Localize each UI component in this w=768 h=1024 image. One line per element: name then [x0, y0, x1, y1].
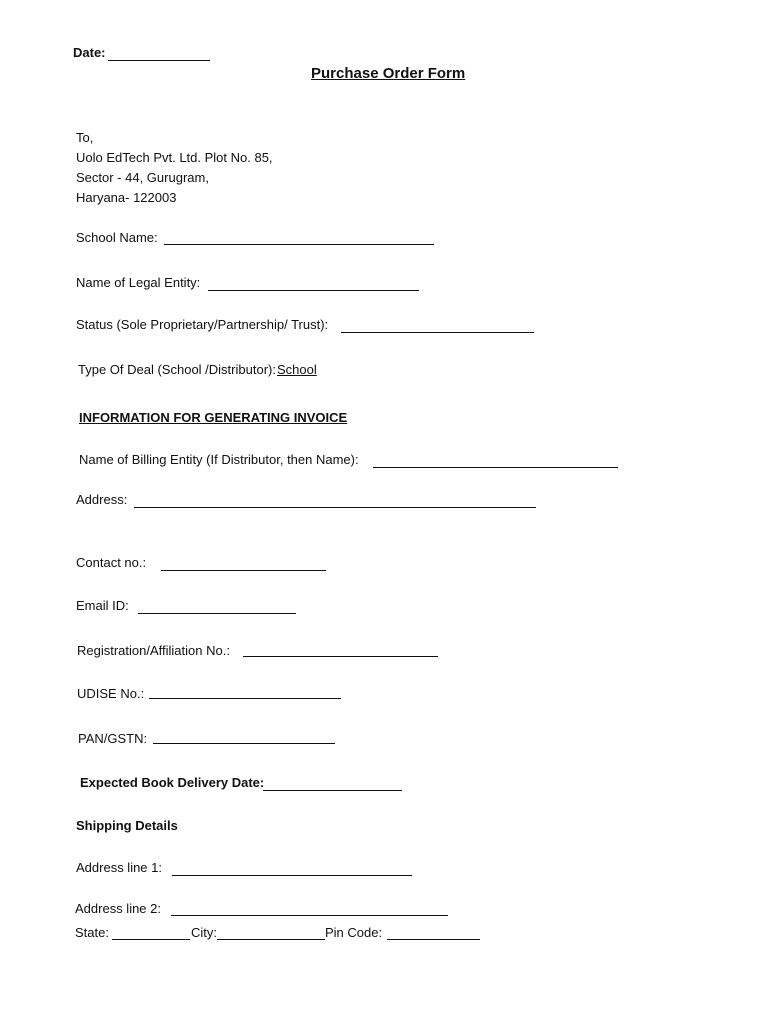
- status-input-line[interactable]: [341, 332, 534, 333]
- registration-input-line[interactable]: [243, 656, 438, 657]
- email-input-line[interactable]: [138, 613, 296, 614]
- invoice-section-heading: INFORMATION FOR GENERATING INVOICE: [79, 410, 348, 425]
- delivery-date-label: Expected Book Delivery Date:: [80, 775, 265, 790]
- legal-entity-label: Name of Legal Entity:: [76, 275, 201, 290]
- address-input-line[interactable]: [134, 507, 536, 508]
- status-label: Status (Sole Proprietary/Partnership/ Trust):: [76, 317, 329, 332]
- recipient-line-2: Sector - 44, Gurugram,: [76, 170, 209, 185]
- delivery-date-input-line[interactable]: [263, 790, 402, 791]
- school-name-label: School Name:: [76, 230, 158, 245]
- form-title: Purchase Order Form: [311, 65, 466, 82]
- pin-code-input-line[interactable]: [387, 939, 480, 940]
- city-input-line[interactable]: [217, 939, 325, 940]
- state-input-line[interactable]: [112, 939, 190, 940]
- recipient-line-3: Haryana- 122003: [76, 190, 177, 205]
- date-label: Date:: [73, 45, 106, 60]
- registration-label: Registration/Affiliation No.:: [77, 643, 230, 658]
- state-label: State:: [75, 925, 109, 940]
- address-line-1-label: Address line 1:: [76, 860, 162, 875]
- email-label: Email ID:: [76, 598, 129, 613]
- contact-label: Contact no.:: [76, 555, 147, 570]
- udise-label: UDISE No.:: [77, 686, 145, 701]
- udise-input-line[interactable]: [149, 698, 341, 699]
- deal-type-value: School: [277, 362, 317, 377]
- recipient-to: To,: [76, 130, 94, 145]
- billing-entity-label: Name of Billing Entity (If Distributor, then Name):: [79, 452, 359, 467]
- school-name-input-line[interactable]: [164, 244, 434, 245]
- legal-entity-input-line[interactable]: [208, 290, 419, 291]
- shipping-heading: Shipping Details: [76, 818, 178, 833]
- address-line-2-label: Address line 2:: [75, 901, 161, 916]
- pin-code-label: Pin Code:: [325, 925, 383, 940]
- recipient-line-1: Uolo EdTech Pvt. Ltd. Plot No. 85,: [76, 150, 273, 165]
- address-line-2-input-line[interactable]: [171, 915, 448, 916]
- pan-gstn-input-line[interactable]: [153, 743, 335, 744]
- address-label: Address:: [76, 492, 128, 507]
- contact-input-line[interactable]: [161, 570, 326, 571]
- date-input-line[interactable]: [108, 60, 210, 61]
- address-line-1-input-line[interactable]: [172, 875, 412, 876]
- pan-gstn-label: PAN/GSTN:: [78, 731, 148, 746]
- billing-entity-input-line[interactable]: [373, 467, 618, 468]
- deal-type-label: Type Of Deal (School /Distributor):: [78, 362, 276, 377]
- city-label: City:: [191, 925, 217, 940]
